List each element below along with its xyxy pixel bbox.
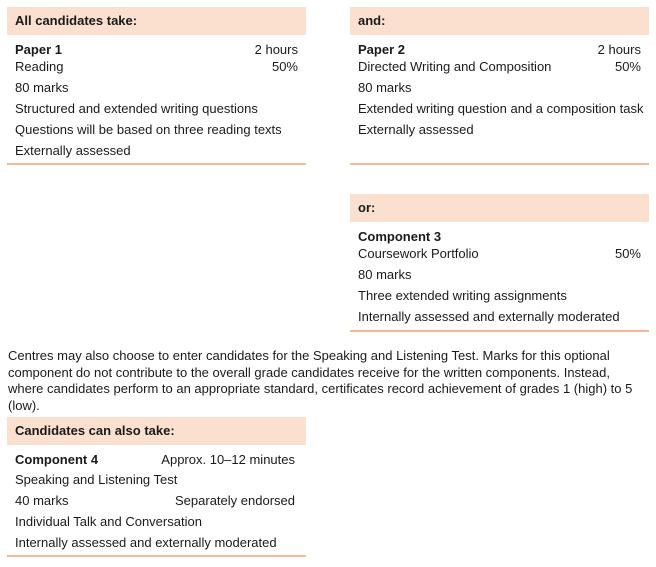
paper1-subtitle: Reading (15, 59, 64, 74)
paper2-title: Paper 2 (358, 42, 405, 57)
paper2-line: Extended writing question and a composition task (358, 101, 644, 116)
component4-header: Candidates can also take: (7, 417, 306, 445)
paper1-duration: 2 hours (254, 42, 298, 57)
paper1-line: Externally assessed (15, 143, 131, 158)
paper1-header: All candidates take: (7, 7, 306, 35)
component3-weight: 50% (614, 246, 641, 261)
component4-subtitle: Speaking and Listening Test (15, 472, 178, 487)
paper1-line: Questions will be based on three reading texts (15, 122, 282, 137)
component4-endorsement: Separately endorsed (175, 493, 295, 508)
component3-box (350, 194, 649, 333)
paper1-marks: 80 marks (15, 80, 69, 95)
component3-subtitle: Coursework Portfolio (358, 246, 479, 261)
component3-title: Component 3 (358, 229, 442, 244)
component4-marks: 40 marks (15, 493, 69, 508)
component3-line: Internally assessed and externally moderated (358, 309, 620, 324)
paper2-header: and: (350, 7, 649, 35)
divider (7, 163, 306, 165)
speaking-listening-note: Centres may also choose to enter candidates for the Speaking and Listening Test. Marks for this optional component do not contribute to the overall grade candidates receive for the written components. Instead, where candidates perform to an appropriate standard, certificates record achievement of grades 1 (high) to 5 (low). (8, 348, 633, 413)
paper2-duration: 2 hours (597, 42, 641, 57)
divider (7, 555, 306, 557)
component3-marks: 80 marks (358, 267, 412, 282)
component4-line: Individual Talk and Conversation (15, 514, 202, 529)
paper1-weight: 50% (271, 59, 298, 74)
paper1-box (7, 7, 306, 165)
divider (350, 163, 649, 165)
component4-box (7, 417, 306, 559)
paper1-title: Paper 1 (15, 42, 62, 57)
component4-line: Internally assessed and externally moderated (15, 535, 277, 550)
paper2-weight: 50% (614, 59, 641, 74)
component4-title: Component 4 (15, 452, 99, 467)
paper2-box (350, 7, 649, 165)
paper1-line: Structured and extended writing questions (15, 101, 258, 116)
component3-header: or: (350, 194, 649, 222)
component4-duration: Approx. 10–12 minutes (161, 452, 295, 467)
paper2-subtitle: Directed Writing and Composition (358, 59, 552, 74)
component3-line: Three extended writing assignments (358, 288, 567, 303)
divider (350, 330, 649, 332)
paper2-marks: 80 marks (358, 80, 412, 95)
paper2-line: Externally assessed (358, 122, 474, 137)
